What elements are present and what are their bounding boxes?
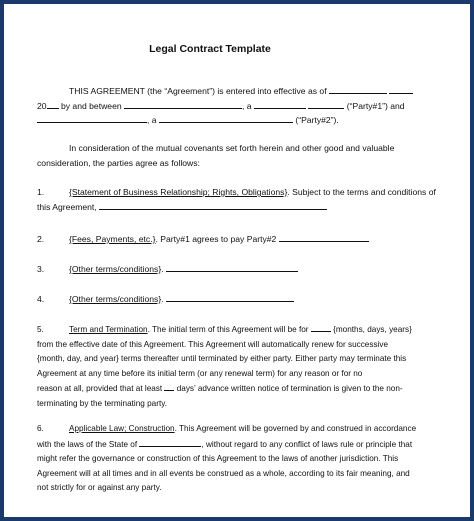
clause-2-number: 2. — [37, 234, 45, 244]
clause-6-line-1: . This Agreement will be governed by and construed in accordance — [174, 424, 417, 433]
party2-label: (“Party#2”). — [295, 115, 339, 126]
clause-6-number: 6. — [37, 424, 44, 433]
clause-5-line-6: terminating by the terminating party. — [37, 398, 167, 408]
clause-5-line-1: . The initial term of this Agreement will be for — [147, 325, 309, 334]
clause-6-line-2a: with the laws of the State of — [37, 439, 138, 449]
clause-5-line-5b: days’ advance written notice of termination is given to the non- — [176, 384, 403, 394]
clause-4 — [37, 292, 443, 307]
state-blank — [139, 437, 201, 447]
party2-name-blank — [37, 113, 147, 123]
party2-type-blank — [159, 113, 293, 123]
clause-3-text: . — [161, 264, 164, 274]
clause-5-heading: Term and Termination — [69, 325, 148, 334]
consideration-line-1: In consideration of the mutual covenants set forth herein and other good and valuable — [69, 143, 395, 153]
clause-3-number: 3. — [37, 264, 45, 274]
party1-a-text: , a — [242, 100, 252, 111]
consideration-paragraph — [37, 141, 443, 170]
clause-6 — [37, 422, 443, 496]
clause-5 — [37, 322, 443, 412]
intro-paragraph — [37, 84, 443, 128]
clause-1-line-2: this Agreement, — [37, 201, 97, 212]
clause-6-line-2b: , without regard to any conflict of laws rule or principle that — [201, 439, 413, 449]
clause-5-line-3: {month, day, and year} terms thereafter until terminated by either party. Either party may terminate this — [37, 354, 407, 364]
clause-1 — [37, 185, 443, 214]
clause-6-line-4: Agreement will at all times and in all events be construed as a whole, according to its fair meaning, and — [37, 468, 410, 478]
year-prefix: 20 — [37, 100, 47, 111]
party1-type-blank — [254, 99, 306, 109]
clause-4-heading: {Other terms/conditions} — [69, 294, 162, 304]
clause-5-line-2: from the effective date of this Agreement. This Agreement will automatically renew for successive — [37, 339, 389, 349]
clause-6-heading: Applicable Law; Construction — [69, 424, 175, 433]
party1-label: (“Party#1”) and — [346, 100, 405, 111]
intro-line-1: THIS AGREEMENT (the “Agreement”) is entered into effective as of — [69, 86, 327, 96]
year-blank — [47, 99, 59, 109]
notice-days-blank — [164, 381, 174, 391]
party1-type-blank-2 — [308, 99, 344, 109]
term-unit-text: {months, days, years} — [333, 325, 412, 334]
clause-5-number: 5. — [37, 325, 44, 334]
clause-1-blank — [99, 200, 327, 210]
clause-5-line-5a: reason at all, provided that at least — [37, 384, 163, 394]
clause-2-blank — [279, 232, 369, 242]
clause-2-heading: {Fees, Payments, etc.} — [69, 234, 156, 244]
party1-name-blank — [124, 99, 242, 109]
clause-5-line-4: Agreement at any time before its initial term (or any renewal term) for any reason or for no — [37, 368, 363, 378]
clause-2 — [37, 232, 443, 247]
effective-date-blank-2 — [389, 84, 413, 94]
clause-3-heading: {Other terms/conditions} — [69, 264, 162, 274]
clause-1-text: . Subject to the terms and conditions of — [287, 187, 436, 197]
document-title: Legal Contract Template — [149, 43, 271, 55]
consideration-line-2: consideration, the parties agree as follows: — [37, 157, 200, 168]
between-text: by and between — [60, 100, 122, 111]
clause-4-number: 4. — [37, 294, 45, 304]
clause-1-heading: {Statement of Business Relationship; Rights, Obligations} — [69, 187, 288, 197]
clause-1-number: 1. — [37, 187, 45, 197]
clause-6-line-5: not strictly for or against any party. — [37, 483, 162, 493]
clause-4-blank — [166, 292, 294, 302]
clause-6-line-3: might refer the governance or construction of this Agreement to the laws of another jurisdiction. This — [37, 454, 399, 464]
term-length-blank — [311, 322, 331, 332]
clause-3 — [37, 262, 443, 277]
clause-2-text: . Party#1 agrees to pay Party#2 — [155, 234, 277, 244]
party2-a-text: , a — [147, 115, 157, 126]
effective-date-blank — [329, 84, 387, 94]
clause-3-blank — [166, 262, 298, 272]
contract-page — [4, 4, 470, 517]
clause-4-text: . — [161, 294, 164, 304]
